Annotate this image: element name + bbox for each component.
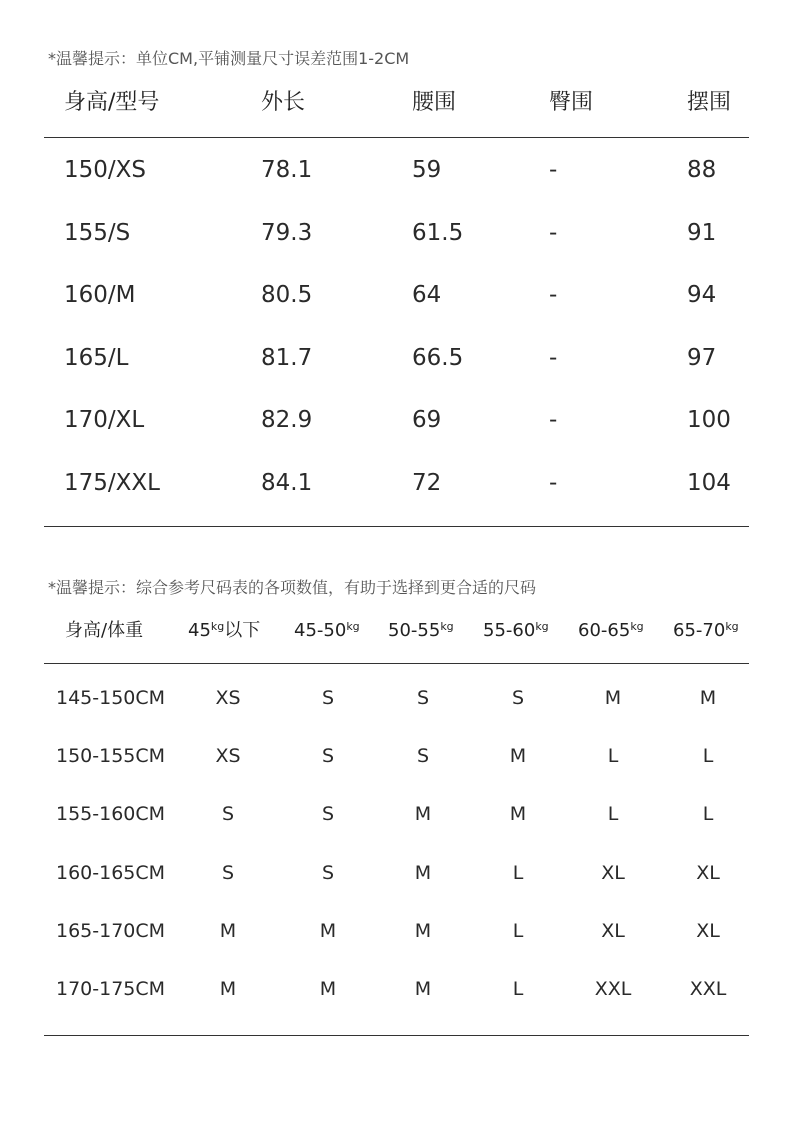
hem-cell: 104 [687, 470, 731, 496]
hip-cell: - [549, 220, 558, 246]
size-cell: 150/XS [64, 157, 147, 183]
header-height-size: 身高/型号 [64, 90, 160, 115]
table-divider [44, 1035, 749, 1036]
height-cell: 160-165CM [56, 862, 166, 884]
table-row [0, 155, 790, 185]
size-cell: XXL [594, 978, 632, 1000]
header-waist: 腰围 [412, 90, 457, 115]
height-cell: 145-150CM [56, 687, 166, 709]
header-weight: $60-65^{kg}$ [578, 620, 644, 641]
size-cell: L [702, 803, 714, 825]
recommendation-note: *温馨提示：综合参考尺码表的各项数值，有助于选择到更合适的尺码 [48, 578, 537, 597]
header-weight: $55-60^{kg}$ [483, 620, 549, 641]
size-cell: L [512, 862, 524, 884]
table-row [0, 468, 790, 498]
header-weight: $50-55^{kg}$ [388, 620, 454, 641]
size-cell: M [414, 803, 432, 825]
table-row [0, 405, 790, 435]
size-cell: S [321, 803, 335, 825]
size-cell: S [321, 745, 335, 767]
table-row [0, 801, 790, 827]
size-cell: 175/XXL [64, 470, 160, 496]
size-cell: S [321, 862, 335, 884]
size-cell: XL [601, 862, 625, 884]
table-row [0, 918, 790, 944]
table-divider [44, 137, 749, 138]
waist-cell: 64 [412, 282, 442, 308]
header-weight: $65-70^{kg}$ [673, 620, 739, 641]
measurement-note: *温馨提示：单位CM,平铺测量尺寸误差范围1-2CM [48, 49, 410, 68]
height-cell: 165-170CM [56, 920, 166, 942]
length-cell: 84.1 [261, 470, 313, 496]
hem-cell: 88 [687, 157, 717, 183]
hip-cell: - [549, 282, 558, 308]
size-cell: M [219, 978, 237, 1000]
length-cell: 82.9 [261, 407, 313, 433]
table-row [0, 976, 790, 1002]
size-cell: S [221, 862, 235, 884]
table-row [0, 743, 790, 769]
waist-cell: 72 [412, 470, 442, 496]
size-cell: XXL [689, 978, 727, 1000]
size-cell: S [416, 687, 430, 709]
size-cell: XS [215, 745, 241, 767]
header-hip: 臀围 [549, 90, 594, 115]
size-cell: M [414, 920, 432, 942]
header-hem: 摆围 [687, 90, 732, 115]
length-cell: 81.7 [261, 345, 313, 371]
height-cell: 155-160CM [56, 803, 166, 825]
hem-cell: 94 [687, 282, 717, 308]
size-cell: L [512, 920, 524, 942]
table-row [0, 860, 790, 886]
length-cell: 78.1 [261, 157, 313, 183]
table-row [0, 280, 790, 310]
size-cell: M [319, 978, 337, 1000]
table-divider [44, 663, 749, 664]
header-weight: $45^{kg}$以下 [188, 620, 261, 641]
size-cell: M [509, 745, 527, 767]
size-cell: S [416, 745, 430, 767]
size-cell: 160/M [64, 282, 136, 308]
table-row [0, 685, 790, 711]
hip-cell: - [549, 157, 558, 183]
size-cell: XS [215, 687, 241, 709]
table-divider [44, 526, 749, 527]
length-cell: 79.3 [261, 220, 313, 246]
size-cell: S [321, 687, 335, 709]
size-cell: XL [696, 862, 720, 884]
size-cell: S [511, 687, 525, 709]
hip-cell: - [549, 407, 558, 433]
height-cell: 170-175CM [56, 978, 166, 1000]
size-cell: M [604, 687, 622, 709]
size-cell: XL [696, 920, 720, 942]
size-cell: 155/S [64, 220, 131, 246]
table-row [0, 343, 790, 373]
size-cell: 165/L [64, 345, 129, 371]
size-cell: 170/XL [64, 407, 145, 433]
waist-cell: 61.5 [412, 220, 464, 246]
size-cell: L [512, 978, 524, 1000]
size-cell: S [221, 803, 235, 825]
hem-cell: 91 [687, 220, 717, 246]
waist-cell: 59 [412, 157, 442, 183]
size-cell: L [702, 745, 714, 767]
hem-cell: 97 [687, 345, 717, 371]
hip-cell: - [549, 470, 558, 496]
hip-cell: - [549, 345, 558, 371]
header-height-weight: 身高/体重 [65, 620, 144, 641]
size-cell: L [607, 803, 619, 825]
size-cell: M [319, 920, 337, 942]
height-cell: 150-155CM [56, 745, 166, 767]
header-length: 外长 [261, 90, 306, 115]
size-cell: M [699, 687, 717, 709]
hem-cell: 100 [687, 407, 731, 433]
size-cell: M [414, 978, 432, 1000]
size-cell: M [414, 862, 432, 884]
size-cell: M [509, 803, 527, 825]
table-row [0, 218, 790, 248]
recommend-table-header [0, 617, 790, 645]
size-table-header [0, 88, 790, 120]
waist-cell: 69 [412, 407, 442, 433]
waist-cell: 66.5 [412, 345, 464, 371]
size-cell: XL [601, 920, 625, 942]
length-cell: 80.5 [261, 282, 313, 308]
size-cell: M [219, 920, 237, 942]
size-cell: L [607, 745, 619, 767]
header-weight: $45-50^{kg}$ [294, 620, 360, 641]
